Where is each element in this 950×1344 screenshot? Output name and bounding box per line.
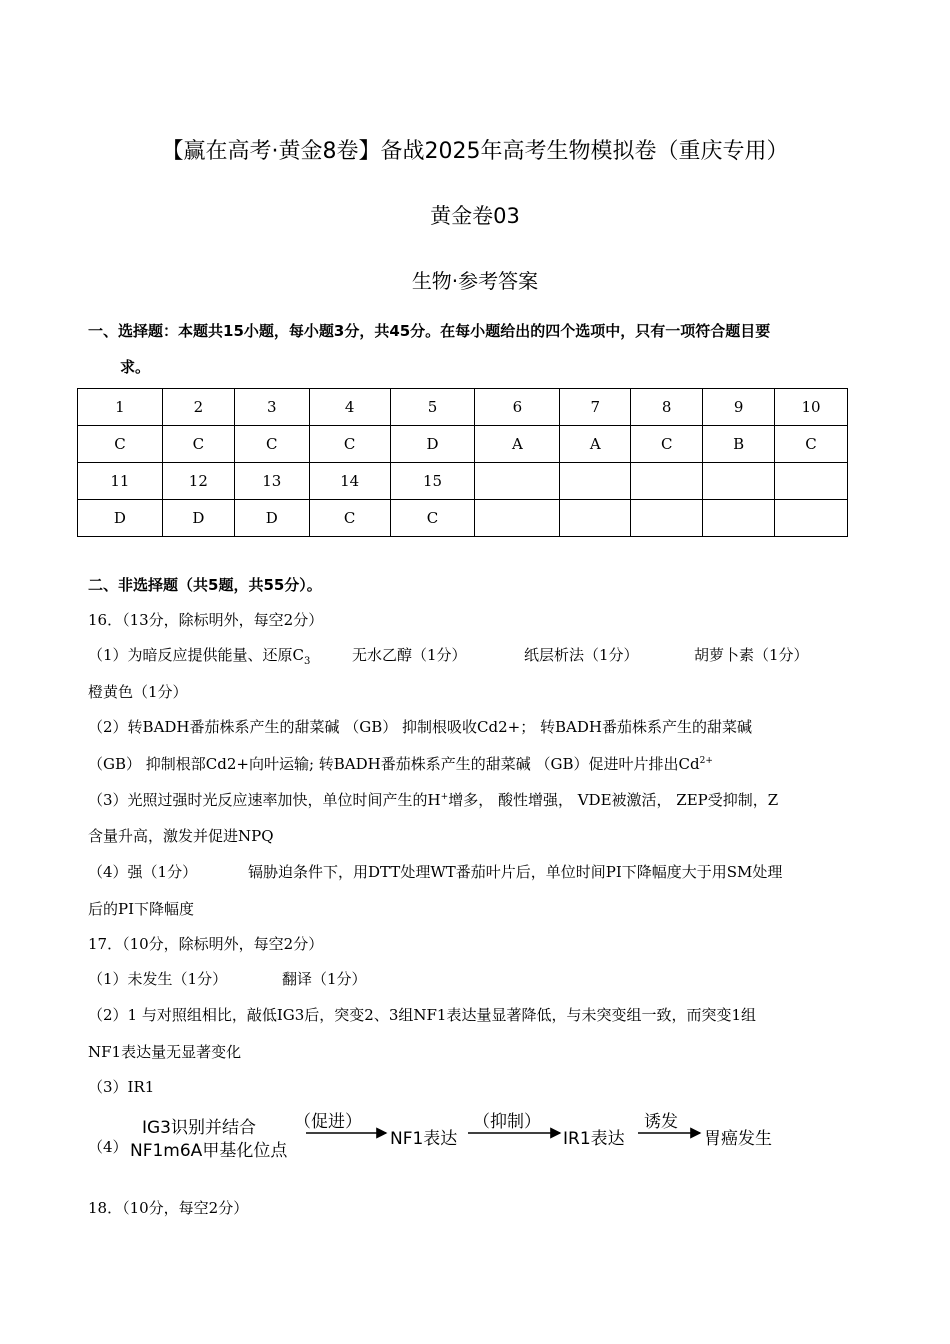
answer-cell <box>631 500 703 537</box>
diagram-node-nf1: NF1表达 <box>390 1129 458 1149</box>
answer-cell <box>560 500 631 537</box>
q17-answer-4-prefix: （4） <box>88 1138 128 1156</box>
q16-answer-3-cont: 含量升高，激发并促进NPQ <box>88 827 274 845</box>
q16-answer-2-sup: 2+ <box>699 756 713 766</box>
part1-heading-cont: 求。 <box>120 358 151 376</box>
q16-answer-1c: 纸层析法（1分） <box>524 646 639 664</box>
answer-cell: C <box>309 426 390 463</box>
question-number-cell: 4 <box>309 389 390 426</box>
question-number-cell: 8 <box>631 389 703 426</box>
question-number-cell: 10 <box>775 389 848 426</box>
question-number-cell: 6 <box>475 389 560 426</box>
q17-answer-2: （2）1 与对照组相比，敲低IG3后，突变2、3组NF1表达量显著降低，与未突变组一致，而突变1组 <box>88 1006 757 1024</box>
diagram-arrow3-label: 诱发 <box>644 1112 678 1132</box>
answer-cell: A <box>475 426 560 463</box>
question-number-cell <box>775 463 848 500</box>
table-row <box>78 500 848 537</box>
diagram-arrows <box>80 1100 820 1170</box>
diagram-node-ir1: IR1表达 <box>563 1129 625 1149</box>
diagram-node-cancer: 胃癌发生 <box>704 1129 772 1149</box>
q16-answer-2-cont <box>88 753 713 774</box>
answer-cell: C <box>234 426 309 463</box>
q16-answer-2: （2）转BADH番茄株系产生的甜菜碱 （GB） 抑制根吸收Cd2+； 转BADH番茄株系产生的甜菜碱 <box>88 718 752 736</box>
q16-answer-1b: 无水乙醇（1分） <box>352 646 467 664</box>
part1-heading: 一、选择题：本题共15小题，每小题3分，共45分。在每小题给出的四个选项中，只有一项符合题目要 <box>88 322 771 340</box>
q16-answer-1a-text: （1）为暗反应提供能量、还原C <box>88 646 305 664</box>
q16-answer-2-cont-text: （GB） 抑制根部Cd2+向叶运输; 转BADH番茄株系产生的甜菜碱 （GB）促进叶片排出Cd <box>88 755 700 773</box>
part2-heading: 二、非选择题（共5题，共55分）。 <box>88 576 322 594</box>
question-number-cell <box>703 463 775 500</box>
question-number-cell <box>475 463 560 500</box>
q17-answer-3: （3）IR1 <box>88 1078 155 1096</box>
diagram-arrow2-label: （抑制） <box>473 1112 541 1132</box>
answer-cell <box>703 500 775 537</box>
section-title: 生物·参考答案 <box>411 269 539 293</box>
question-number-cell: 12 <box>162 463 234 500</box>
q16-answer-3-sup: + <box>440 792 449 802</box>
answer-cell: C <box>631 426 703 463</box>
answer-cell: C <box>162 426 234 463</box>
answer-cell: D <box>234 500 309 537</box>
question-number-cell: 11 <box>78 463 163 500</box>
q16-answer-1a <box>88 644 310 667</box>
q17-answer-1b: 翻译（1分） <box>282 970 367 988</box>
q17-header: 17．（10分，除标明外，每空2分） <box>88 935 324 953</box>
q16-answer-3 <box>88 789 778 810</box>
question-number-cell: 3 <box>234 389 309 426</box>
q16-answer-3-text-a: （3）光照过强时光反应速率加快，单位时间产生的H <box>88 791 441 809</box>
diagram-arrow1-label: （促进） <box>294 1112 362 1132</box>
q16-answer-1e: 橙黄色（1分） <box>88 683 188 701</box>
q17-answer-1a: （1）未发生（1分） <box>88 970 228 988</box>
paper-subtitle: 黄金卷03 <box>430 204 520 228</box>
question-number-cell: 15 <box>390 463 475 500</box>
question-number-cell: 1 <box>78 389 163 426</box>
answer-cell: D <box>390 426 475 463</box>
answer-cell: A <box>560 426 631 463</box>
table-row <box>78 463 848 500</box>
page-title: 【赢在高考·黄金8卷】备战2025年高考生物模拟卷（重庆专用） <box>161 139 789 164</box>
question-number-cell: 9 <box>703 389 775 426</box>
q16-answer-3-text-b: 增多， 酸性增强， VDE被激活， ZEP受抑制，Z <box>448 791 779 809</box>
question-number-cell: 2 <box>162 389 234 426</box>
table-row <box>78 389 848 426</box>
question-number-cell <box>631 463 703 500</box>
question-number-cell: 13 <box>234 463 309 500</box>
answer-cell: C <box>775 426 848 463</box>
answer-cell <box>475 500 560 537</box>
answer-cell: C <box>309 500 390 537</box>
q16-answer-4a: （4）强（1分） <box>88 863 198 881</box>
answer-cell: C <box>78 426 163 463</box>
q16-answer-1d: 胡萝卜素（1分） <box>694 646 809 664</box>
answer-cell: C <box>390 500 475 537</box>
q16-answer-4b: 镉胁迫条件下，用DTT处理WT番茄叶片后，单位时间PI下降幅度大于用SM处理 <box>248 863 783 881</box>
answer-cell: B <box>703 426 775 463</box>
question-number-cell <box>560 463 631 500</box>
diagram-box-top: IG3识别并结合 <box>142 1118 257 1138</box>
mechanism-diagram <box>80 1100 820 1170</box>
question-number-cell: 7 <box>560 389 631 426</box>
answer-table <box>77 388 848 537</box>
answer-cell <box>775 500 848 537</box>
q16-answer-4-cont: 后的PI下降幅度 <box>88 900 195 918</box>
table-row <box>78 426 848 463</box>
answer-cell: D <box>162 500 234 537</box>
question-number-cell: 14 <box>309 463 390 500</box>
q16-header: 16．（13分，除标明外，每空2分） <box>88 611 324 629</box>
question-number-cell: 5 <box>390 389 475 426</box>
q16-answer-1a-sub: 3 <box>304 656 311 667</box>
diagram-box-bottom: NF1m6A甲基化位点 <box>130 1141 288 1161</box>
q18-header: 18．（10分，每空2分） <box>88 1199 249 1217</box>
q17-answer-2-cont: NF1表达量无显著变化 <box>88 1043 242 1061</box>
answer-cell: D <box>78 500 163 537</box>
